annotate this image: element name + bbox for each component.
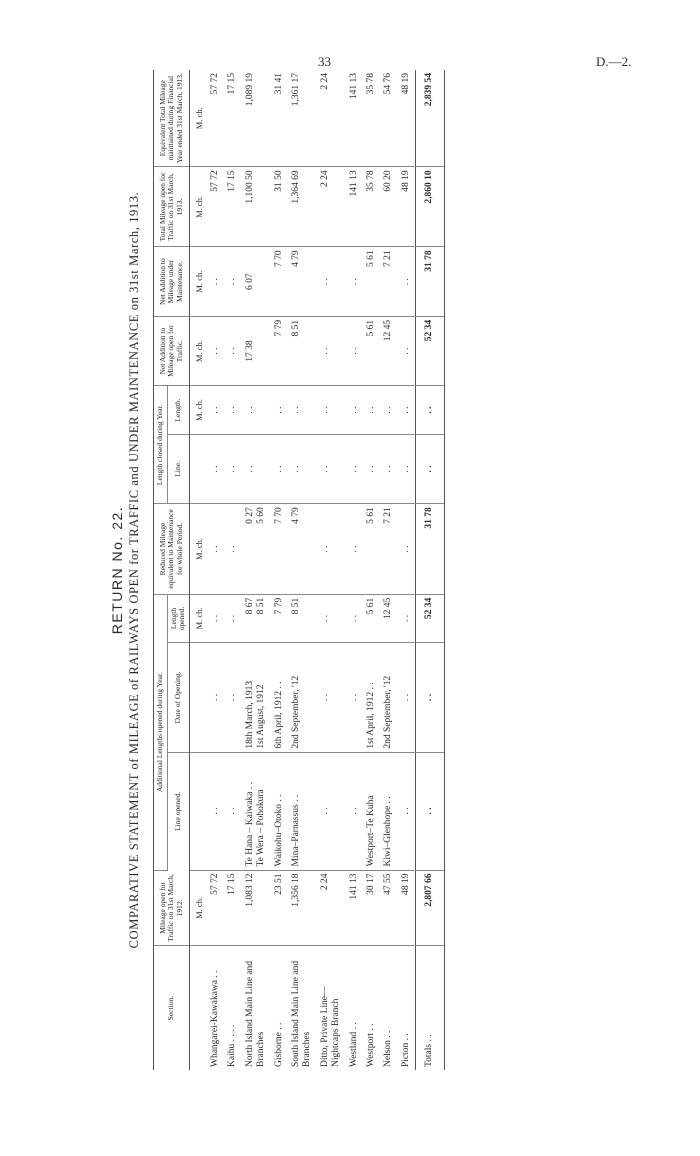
- cell-date: 2nd September, '12: [288, 643, 317, 752]
- cell-date: . .: [207, 643, 224, 752]
- line-opened-entry: Te Hana – Kaiwaka . .: [244, 781, 255, 867]
- cell-equivalent: 2 24: [317, 70, 346, 167]
- cell-section: Kaihu . . . .: [227, 1024, 238, 1067]
- cell-line-opened: [242, 752, 271, 870]
- cell-closed-line: . .: [398, 434, 416, 503]
- cell-section: Nelson . .: [383, 1030, 394, 1067]
- unit-label: M. ch.: [189, 247, 207, 316]
- cell-reduced: . .: [207, 504, 224, 595]
- cell-net-maintenance: . .: [346, 247, 363, 316]
- cell-net-maintenance: . .: [207, 247, 224, 316]
- cell-length: . .: [317, 594, 346, 642]
- header-date-of-opening: Date of Opening.: [167, 643, 189, 752]
- cell-net-traffic: 12 45: [380, 316, 397, 385]
- cell-closed-line: . .: [346, 434, 363, 503]
- cell-net-traffic: . .: [207, 316, 224, 385]
- cell-section: Gisborne . .: [273, 1022, 284, 1067]
- date-entry: 18th March, 1913: [244, 680, 255, 749]
- cell-reduced: [242, 504, 271, 595]
- cell-section: Whangarei-Kawakawa . .: [210, 970, 221, 1067]
- cell-reduced: . .: [224, 504, 241, 595]
- header-net-addition-traffic: Net Addition to Mileage open for Traffic.: [154, 316, 190, 385]
- cell-closed-length: . .: [398, 386, 416, 434]
- header-section: Section.: [154, 946, 190, 1070]
- cell-equivalent: 2,839 54: [416, 70, 444, 167]
- cell-reduced: . .: [317, 504, 346, 595]
- header-length-closed: Length closed during Year.: [154, 386, 168, 504]
- cell-net-maintenance: . .: [224, 247, 241, 316]
- cell-section: Ditto, Private Line—Nightcaps Branch: [319, 986, 342, 1067]
- cell-reduced: 4 79: [288, 504, 317, 595]
- cell-section: Westport . .: [365, 1023, 376, 1067]
- unit-label: M. ch.: [189, 316, 207, 385]
- cell-closed-line: . .: [207, 434, 224, 503]
- cell-net-maintenance: 7 21: [380, 247, 397, 316]
- header-line-opened: Line opened.: [167, 752, 189, 870]
- cell-mileage-1912: 17 15: [224, 870, 241, 946]
- cell-total-1913: 60 20: [380, 167, 397, 247]
- cell-total-1913: 48 19: [398, 167, 416, 247]
- cell-line-opened: Westport–Te Kuha: [363, 752, 380, 870]
- table-row: [380, 70, 397, 1070]
- cell-reduced: 31 78: [416, 504, 444, 595]
- cell-net-traffic: 52 34: [416, 316, 444, 385]
- unit-label: M. ch.: [189, 870, 207, 946]
- cell-length: [242, 594, 271, 642]
- cell-date: . .: [317, 643, 346, 752]
- cell-closed-line: . .: [242, 434, 271, 503]
- cell-date: 2nd September, '12: [380, 643, 397, 752]
- length-entry: 8 51: [256, 597, 267, 615]
- cell-line-opened: Mina–Parnassus . .: [288, 752, 317, 870]
- cell-closed-length: . .: [346, 386, 363, 434]
- cell-length: 52 34: [416, 594, 444, 642]
- cell-date: . .: [346, 643, 363, 752]
- cell-net-maintenance: 7 70: [271, 247, 288, 316]
- cell-net-traffic: . .: [346, 316, 363, 385]
- cell-equivalent: 35 78: [363, 70, 380, 167]
- cell-closed-line: . .: [224, 434, 241, 503]
- cell-mileage-1912: 2 24: [317, 870, 346, 946]
- cell-section: South Island Main Line and Branches: [291, 960, 313, 1067]
- date-entry: 1st August, 1912: [256, 684, 267, 749]
- cell-line-opened: . .: [416, 752, 444, 870]
- cell-line-opened: . .: [317, 752, 346, 870]
- cell-closed-length: . .: [288, 386, 317, 434]
- cell-closed-line: . .: [416, 434, 444, 503]
- cell-equivalent: 1,089 19: [242, 70, 271, 167]
- cell-closed-line: . .: [317, 434, 346, 503]
- cell-date: 1st April, 1912 . .: [363, 643, 380, 752]
- cell-line-opened: . .: [346, 752, 363, 870]
- cell-net-maintenance: 31 78: [416, 247, 444, 316]
- rotated-table-page: [105, 70, 675, 1070]
- table-row: [288, 70, 317, 1070]
- reduced-entry: 5 60: [256, 507, 267, 524]
- cell-mileage-1912: 23 51: [271, 870, 288, 946]
- cell-date: [242, 643, 271, 752]
- cell-reduced: 5 61: [363, 504, 380, 595]
- mileage-table: [153, 70, 445, 1070]
- totals-row: [416, 70, 444, 1070]
- cell-net-traffic: 7 79: [271, 316, 288, 385]
- cell-totals-label: Totals . .: [416, 946, 444, 1070]
- cell-net-maintenance: . .: [398, 247, 416, 316]
- cell-line-opened: . .: [398, 752, 416, 870]
- header-closed-line: Line.: [167, 434, 189, 503]
- length-entry: 8 67: [244, 597, 255, 615]
- table-row: [363, 70, 380, 1070]
- cell-total-1913: 57 72: [207, 167, 224, 247]
- unit-label: M. ch.: [189, 167, 207, 247]
- cell-length: . .: [207, 594, 224, 642]
- cell-net-traffic: 8 51: [288, 316, 317, 385]
- table-row: [242, 70, 271, 1070]
- cell-closed-line: . .: [288, 434, 317, 503]
- table-row: [346, 70, 363, 1070]
- cell-mileage-1912: 48 19: [398, 870, 416, 946]
- cell-total-1913: 31 50: [271, 167, 288, 247]
- cell-net-traffic: . .: [317, 316, 346, 385]
- unit-label: M. ch.: [189, 70, 207, 167]
- cell-total-1913: 1,100 50: [242, 167, 271, 247]
- cell-length: . .: [224, 594, 241, 642]
- cell-length: . .: [398, 594, 416, 642]
- cell-closed-length: . .: [271, 386, 288, 434]
- cell-section: Picton . .: [400, 1033, 411, 1067]
- cell-total-1913: 2 24: [317, 167, 346, 247]
- header-mileage-1912: Mileage open for Traffic on 31st March, 1912.: [154, 870, 190, 946]
- cell-date: 6th April, 1912 . .: [271, 643, 288, 752]
- cell-reduced: 7 21: [380, 504, 397, 595]
- document-code: D.—2.: [596, 54, 632, 69]
- cell-equivalent: 31 41: [271, 70, 288, 167]
- header-net-addition-maintenance: Net Addition to Mileage under Maintenance.: [154, 247, 190, 316]
- cell-line-opened: Waikohu–Otoko . .: [271, 752, 288, 870]
- cell-closed-length: . .: [363, 386, 380, 434]
- cell-mileage-1912: 2,807 66: [416, 870, 444, 946]
- header-reduced-mileage: Reduced Mileage equivalent to Maintenance for whole Period.: [154, 504, 190, 595]
- cell-total-1913: 2,860 10: [416, 167, 444, 247]
- line-opened-entry: Te Wera – Pohokura: [256, 789, 267, 867]
- cell-total-1913: 35 78: [363, 167, 380, 247]
- table-row: [224, 70, 241, 1070]
- cell-closed-length: . .: [207, 386, 224, 434]
- cell-closed-line: . .: [271, 434, 288, 503]
- cell-reduced: . .: [398, 504, 416, 595]
- cell-net-traffic: 17 38: [242, 316, 271, 385]
- cell-mileage-1912: 141 13: [346, 870, 363, 946]
- statement-title: COMPARATIVE STATEMENT of MILEAGE of RAILWAYS OPEN for TRAFFIC and UNDER MAINTENANCE on 31st March, 1913.: [127, 191, 141, 949]
- cell-length: 7 79: [271, 594, 288, 642]
- cell-mileage-1912: 1,083 12: [242, 870, 271, 946]
- table-row: [271, 70, 288, 1070]
- unit-label: M. ch.: [189, 594, 207, 642]
- cell-closed-line: . .: [363, 434, 380, 503]
- cell-equivalent: 54 76: [380, 70, 397, 167]
- unit-label: M. ch.: [189, 386, 207, 434]
- header-equivalent-total: Equivalent Total Mileage maintained during Financial Year ended 31st March, 1913.: [154, 70, 190, 167]
- cell-line-opened: Kiwi–Glenhope . .: [380, 752, 397, 870]
- cell-net-maintenance: 4 79: [288, 247, 317, 316]
- cell-net-maintenance: . .: [317, 247, 346, 316]
- units-row: [189, 70, 207, 1070]
- cell-total-1913: 1,364 69: [288, 167, 317, 247]
- cell-closed-length: . .: [242, 386, 271, 434]
- cell-net-maintenance: 6 07: [242, 247, 271, 316]
- return-title: RETURN No. 22.: [109, 505, 125, 635]
- table-row: [207, 70, 224, 1070]
- page-number: 33: [318, 54, 331, 69]
- cell-total-1913: 17 15: [224, 167, 241, 247]
- header-additional-lengths: Additional Lengths opened during Year.: [154, 594, 168, 870]
- cell-mileage-1912: 57 72: [207, 870, 224, 946]
- cell-reduced: 7 70: [271, 504, 288, 595]
- table-row: [317, 70, 346, 1070]
- header-total-mileage-1913: Total Mileage open for Traffic on 31st March, 1913.: [154, 167, 190, 247]
- cell-section: Westland . .: [348, 1022, 359, 1067]
- cell-date: . .: [224, 643, 241, 752]
- cell-closed-length: . .: [317, 386, 346, 434]
- cell-mileage-1912: 47 55: [380, 870, 397, 946]
- cell-net-traffic: . .: [398, 316, 416, 385]
- cell-equivalent: 17 15: [224, 70, 241, 167]
- cell-mileage-1912: 1,356 18: [288, 870, 317, 946]
- cell-date: . .: [398, 643, 416, 752]
- cell-length: . .: [346, 594, 363, 642]
- cell-closed-length: . .: [224, 386, 241, 434]
- cell-equivalent: 141 13: [346, 70, 363, 167]
- table-row: [398, 70, 416, 1070]
- cell-date: . .: [416, 643, 444, 752]
- cell-equivalent: 57 72: [207, 70, 224, 167]
- cell-line-opened: . .: [207, 752, 224, 870]
- cell-net-traffic: 5 61: [363, 316, 380, 385]
- cell-line-opened: . .: [224, 752, 241, 870]
- cell-net-maintenance: 5 61: [363, 247, 380, 316]
- cell-length: 5 61: [363, 594, 380, 642]
- cell-length: 12 45: [380, 594, 397, 642]
- cell-mileage-1912: 30 17: [363, 870, 380, 946]
- header-length-opened: Length opened.: [167, 594, 189, 642]
- cell-equivalent: 1,361 17: [288, 70, 317, 167]
- cell-closed-length: . .: [416, 386, 444, 434]
- cell-net-traffic: . .: [224, 316, 241, 385]
- cell-equivalent: 48 19: [398, 70, 416, 167]
- unit-label: M. ch.: [189, 504, 207, 595]
- cell-reduced: . .: [346, 504, 363, 595]
- cell-closed-length: . .: [380, 386, 397, 434]
- cell-total-1913: 141 13: [346, 167, 363, 247]
- cell-section: North Island Main Line and Branches: [244, 960, 267, 1067]
- cell-closed-line: . .: [380, 434, 397, 503]
- cell-length: 8 51: [288, 594, 317, 642]
- header-closed-length: Length.: [167, 386, 189, 434]
- reduced-entry: 0 27: [244, 507, 255, 524]
